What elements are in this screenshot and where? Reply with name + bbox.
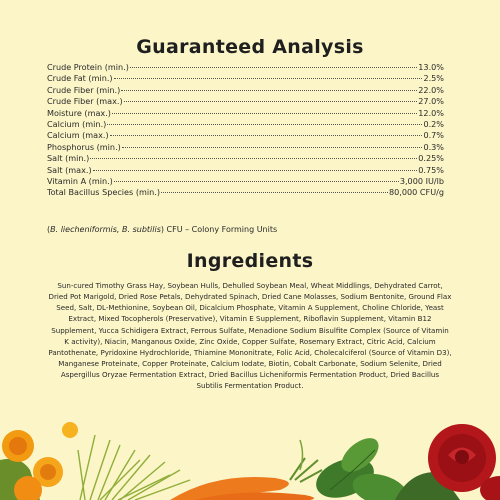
analysis-row-name: Crude Protein (min.) <box>47 62 129 72</box>
dot-leader <box>114 180 399 182</box>
dot-leader <box>112 112 417 114</box>
analysis-row-name: Salt (min.) <box>47 153 90 164</box>
produce-illustration <box>0 400 500 500</box>
analysis-row <box>47 85 444 96</box>
ingredients-list: Sun-cured Timothy Grass Hay, Soybean Hulls, Dehulled Soybean Meal, Wheat Middlings, Dehydrated Carrot, Dried Pot Marigold, Dried Rose Petals, Dehydrated Spinach, Dried Cane Molasses, Sodium Bentonite, Ground Flax Seed, Salt, DL-Methionine, Soybean Oil, Dicalcium Phosphate, Vitamin A Supplement, Choline Chloride, Yeast Extract, Mixed Tocopherols (Preservative), Vitamin E Supplement, Riboflavin Supplement, Vitamin B12 Supplement, Yucca Schidigera Extract, Ferrous Sulfate, Menadione Sodium Bisulfite Complex (Source of Vitamin K activity), Niacin, Manganous Oxide, Zinc Oxide, Copper Sulfate, Rosemary Extract, Citric Acid, Calcium Pantothenate, Pyridoxine Hydrochloride, Thiamine Mononitrate, Folic Acid, Cholecalciferol (Source of Vitamin D3), Manganese Proteinate, Copper Proteinate, Calcium Iodate, Biotin, Cobalt Carbonate, Sodium Selenite, Dried Aspergillus Oryzae Fermentation Extract, Dried Bacillus Licheniformis Fermentation Product, Dried Bacillus Subtilis Fermentation Product. <box>48 281 452 391</box>
rose-flower-icon <box>395 424 500 500</box>
analysis-row-name: Crude Fat (min.) <box>47 73 113 84</box>
dot-leader <box>93 169 418 171</box>
analysis-row-value: 0.75% <box>418 164 444 175</box>
analysis-row-name: Phosphorus (min.) <box>47 141 121 152</box>
analysis-row <box>47 165 444 176</box>
analysis-row <box>47 142 444 153</box>
analysis-row <box>47 108 444 119</box>
dot-leader <box>110 134 423 136</box>
cfu-note: (B. liecheniformis, B. subtilis) CFU – Colony Forming Units <box>47 225 278 234</box>
analysis-row-value: 27.0% <box>418 96 444 107</box>
dot-leader <box>107 123 422 125</box>
carrot-icon <box>170 440 322 500</box>
analysis-row-value: 0.2% <box>423 118 444 129</box>
analysis-row-name: Salt (max.) <box>47 164 92 175</box>
analysis-row <box>47 73 444 84</box>
dot-leader <box>161 191 388 193</box>
dot-leader <box>124 100 418 102</box>
spinach-leaf-icon <box>311 432 411 500</box>
analysis-row <box>47 153 444 164</box>
guaranteed-analysis-title: Guaranteed Analysis <box>136 36 364 58</box>
guaranteed-analysis-table <box>47 62 444 199</box>
analysis-row-name: Vitamin A (min.) <box>47 175 113 186</box>
dot-leader <box>90 157 417 159</box>
cfu-note-text: ) CFU – Colony Forming Units <box>160 225 278 234</box>
analysis-row-name: Crude Fiber (min.) <box>47 84 121 95</box>
analysis-row-value: 3,000 IU/lb <box>399 175 444 186</box>
analysis-row-value: 0.3% <box>423 141 444 152</box>
grass-hay-icon <box>78 435 190 500</box>
analysis-row <box>47 96 444 107</box>
analysis-row <box>47 187 444 198</box>
analysis-row-name: Total Bacillus Species (min.) <box>47 187 160 198</box>
cfu-note-species: B. liecheniformis, B. subtilis <box>50 225 161 234</box>
analysis-row <box>47 176 444 187</box>
analysis-row-value: 12.0% <box>418 107 444 118</box>
analysis-row-value: 22.0% <box>418 84 444 95</box>
dot-leader <box>122 146 423 148</box>
analysis-row <box>47 130 444 141</box>
dot-leader <box>121 89 417 91</box>
analysis-row <box>47 119 444 130</box>
analysis-row-name: Calcium (min.) <box>47 118 107 129</box>
analysis-row-value: 2.5% <box>423 73 444 84</box>
analysis-row-name: Crude Fiber (max.) <box>47 96 123 107</box>
analysis-row-name: Calcium (max.) <box>47 130 109 141</box>
dot-leader <box>130 66 417 68</box>
analysis-row-value: 13.0% <box>418 62 444 72</box>
dot-leader <box>114 77 423 79</box>
analysis-row-value: 0.25% <box>418 153 444 164</box>
analysis-row <box>47 62 444 73</box>
marigold-flower-icon <box>0 422 78 500</box>
analysis-row-value: 80,000 CFU/g <box>389 187 444 198</box>
ingredients-title: Ingredients <box>186 250 314 272</box>
analysis-row-value: 0.7% <box>423 130 444 141</box>
analysis-row-name: Moisture (max.) <box>47 107 111 118</box>
